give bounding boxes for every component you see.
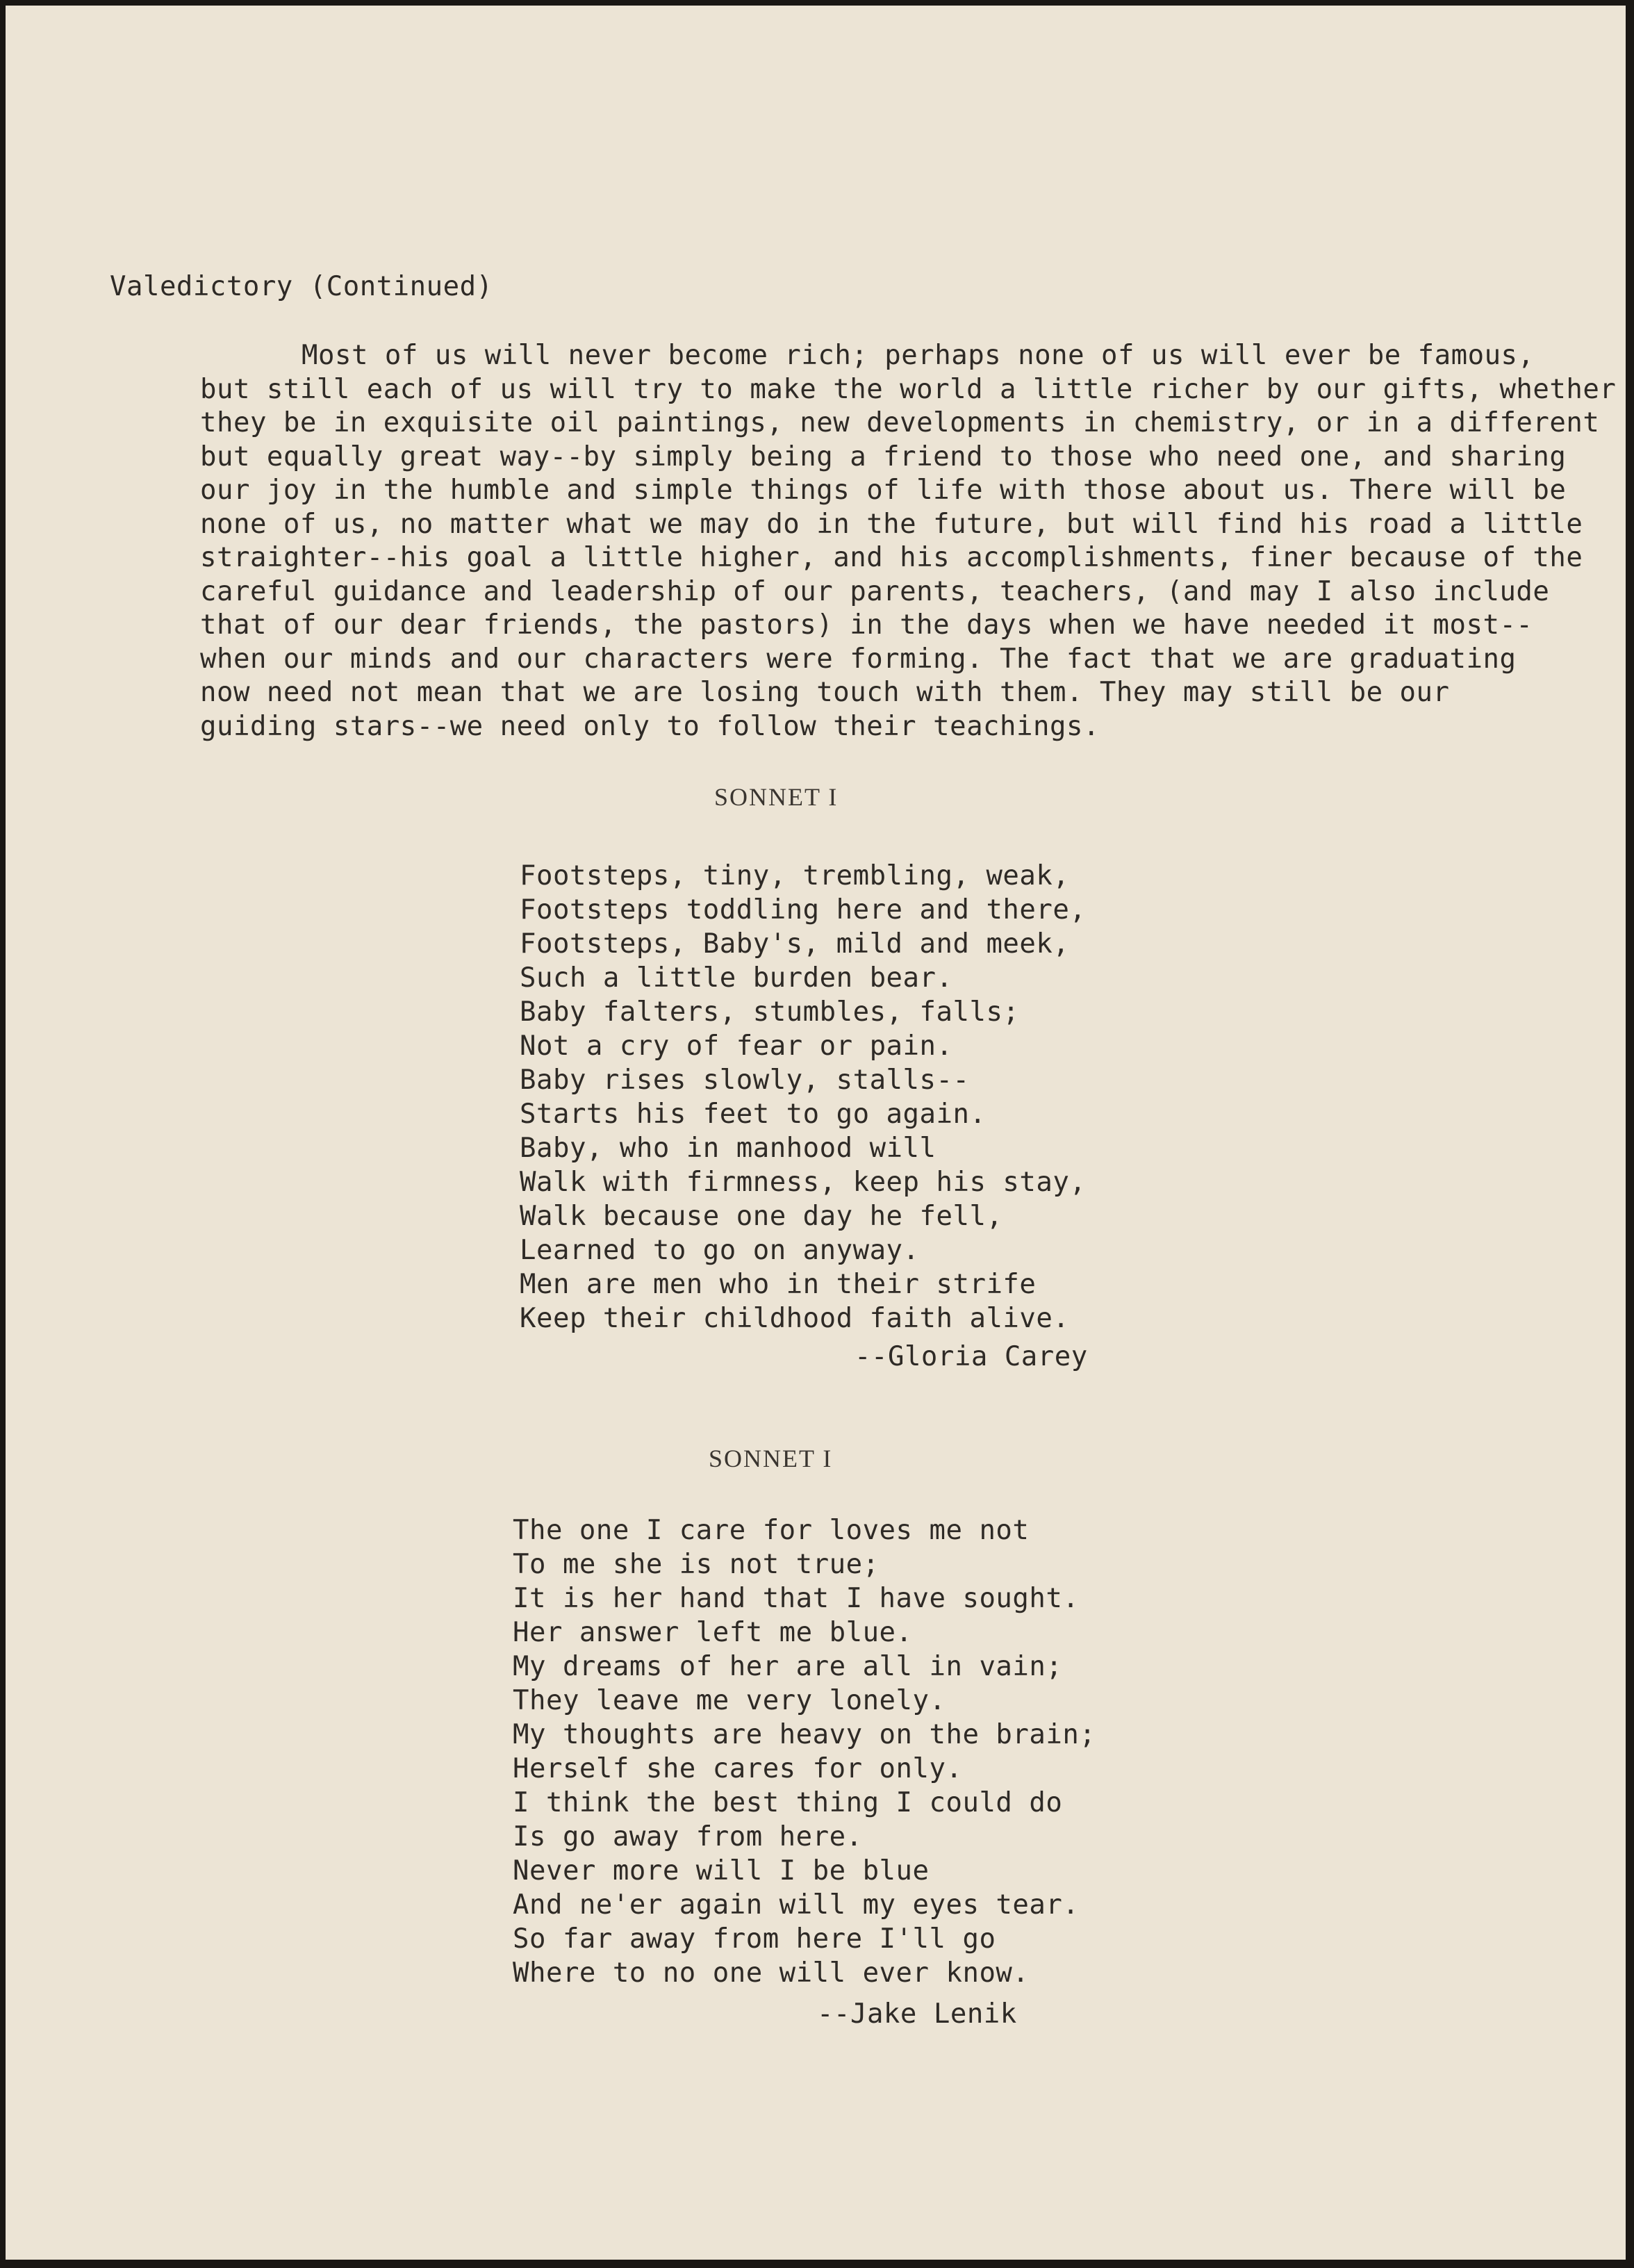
paragraph-line: that of our dear friends, the pastors) in the days when we have needed it most-- — [200, 609, 1533, 641]
paragraph-line: straighter--his goal a little higher, and his accomplishments, finer because of the — [200, 542, 1583, 573]
paragraph-line: now need not mean that we are losing touch with them. They may still be our — [200, 677, 1450, 708]
paragraph-line: our joy in the humble and simple things of life with those about us. There will be — [200, 475, 1567, 506]
poem-line: Baby falters, stumbles, falls; — [520, 996, 1020, 1028]
poem-line: My thoughts are heavy on the brain; — [513, 1719, 1096, 1750]
paragraph-line: none of us, no matter what we may do in the future, but will find his road a little — [200, 508, 1583, 540]
poem-1-title: SONNET I — [714, 783, 839, 811]
paragraph-line: careful guidance and leadership of our parents, teachers, (and may I also include — [200, 575, 1550, 607]
poem-2-title: SONNET I — [709, 1445, 833, 1472]
document-page — [6, 6, 1626, 2260]
poem-line: I think the best thing I could do — [513, 1787, 1063, 1818]
poem-2-signature: --Jake Lenik — [817, 1998, 1017, 2030]
paragraph-line: but equally great way--by simply being a friend to those who need one, and sharing — [200, 441, 1567, 472]
paragraph-line: guiding stars--we need only to follow their teachings. — [200, 710, 1100, 742]
poem-line: It is her hand that I have sought. — [513, 1583, 1080, 1614]
poem-line: Is go away from here. — [513, 1821, 863, 1852]
paragraph-line: they be in exquisite oil paintings, new developments in chemistry, or in a different — [200, 407, 1600, 438]
poem-line: My dreams of her are all in vain; — [513, 1651, 1063, 1682]
poem-line: Never more will I be blue — [513, 1855, 930, 1887]
poem-line: To me she is not true; — [513, 1549, 880, 1580]
paragraph-line: Most of us will never become rich; perhaps none of us will ever be famous, — [302, 340, 1535, 371]
poem-line: Learned to go on anyway. — [520, 1235, 920, 1266]
poem-line: Baby rises slowly, stalls-- — [520, 1065, 970, 1096]
poem-line: Not a cry of fear or pain. — [520, 1030, 953, 1062]
paragraph-line: but still each of us will try to make the world a little richer by our gifts, whether — [200, 373, 1617, 405]
poem-line: Herself she cares for only. — [513, 1753, 963, 1784]
poem-line: Men are men who in their strife — [520, 1269, 1037, 1300]
valedictory-paragraph — [200, 339, 1617, 743]
poem-line: Such a little burden bear. — [520, 962, 953, 994]
poem-line: Her answer left me blue. — [513, 1617, 913, 1648]
poem-line: Where to no one will ever know. — [513, 1957, 1030, 1989]
poem-line: Footsteps, tiny, trembling, weak, — [520, 860, 1070, 891]
poem-line: And ne'er again will my eyes tear. — [513, 1889, 1080, 1921]
poem-1-signature: --Gloria Carey — [855, 1341, 1088, 1372]
poem-line: Walk because one day he fell, — [520, 1201, 1003, 1232]
paragraph-line: when our minds and our characters were forming. The fact that we are graduating — [200, 643, 1517, 675]
poem-line: Baby, who in manhood will — [520, 1133, 936, 1164]
poem-1-body — [520, 859, 1086, 1336]
poem-line: Keep their childhood faith alive. — [520, 1303, 1070, 1334]
page-heading: Valedictory (Continued) — [110, 271, 493, 302]
poem-line: Starts his feet to go again. — [520, 1099, 987, 1130]
poem-line: The one I care for loves me not — [513, 1515, 1030, 1546]
poem-line: Footsteps, Baby's, mild and meek, — [520, 928, 1070, 960]
poem-line: Footsteps toddling here and there, — [520, 894, 1087, 926]
poem-line: They leave me very lonely. — [513, 1685, 946, 1716]
poem-line: Walk with firmness, keep his stay, — [520, 1167, 1087, 1198]
poem-2-body — [513, 1513, 1096, 1990]
poem-line: So far away from here I'll go — [513, 1923, 996, 1955]
